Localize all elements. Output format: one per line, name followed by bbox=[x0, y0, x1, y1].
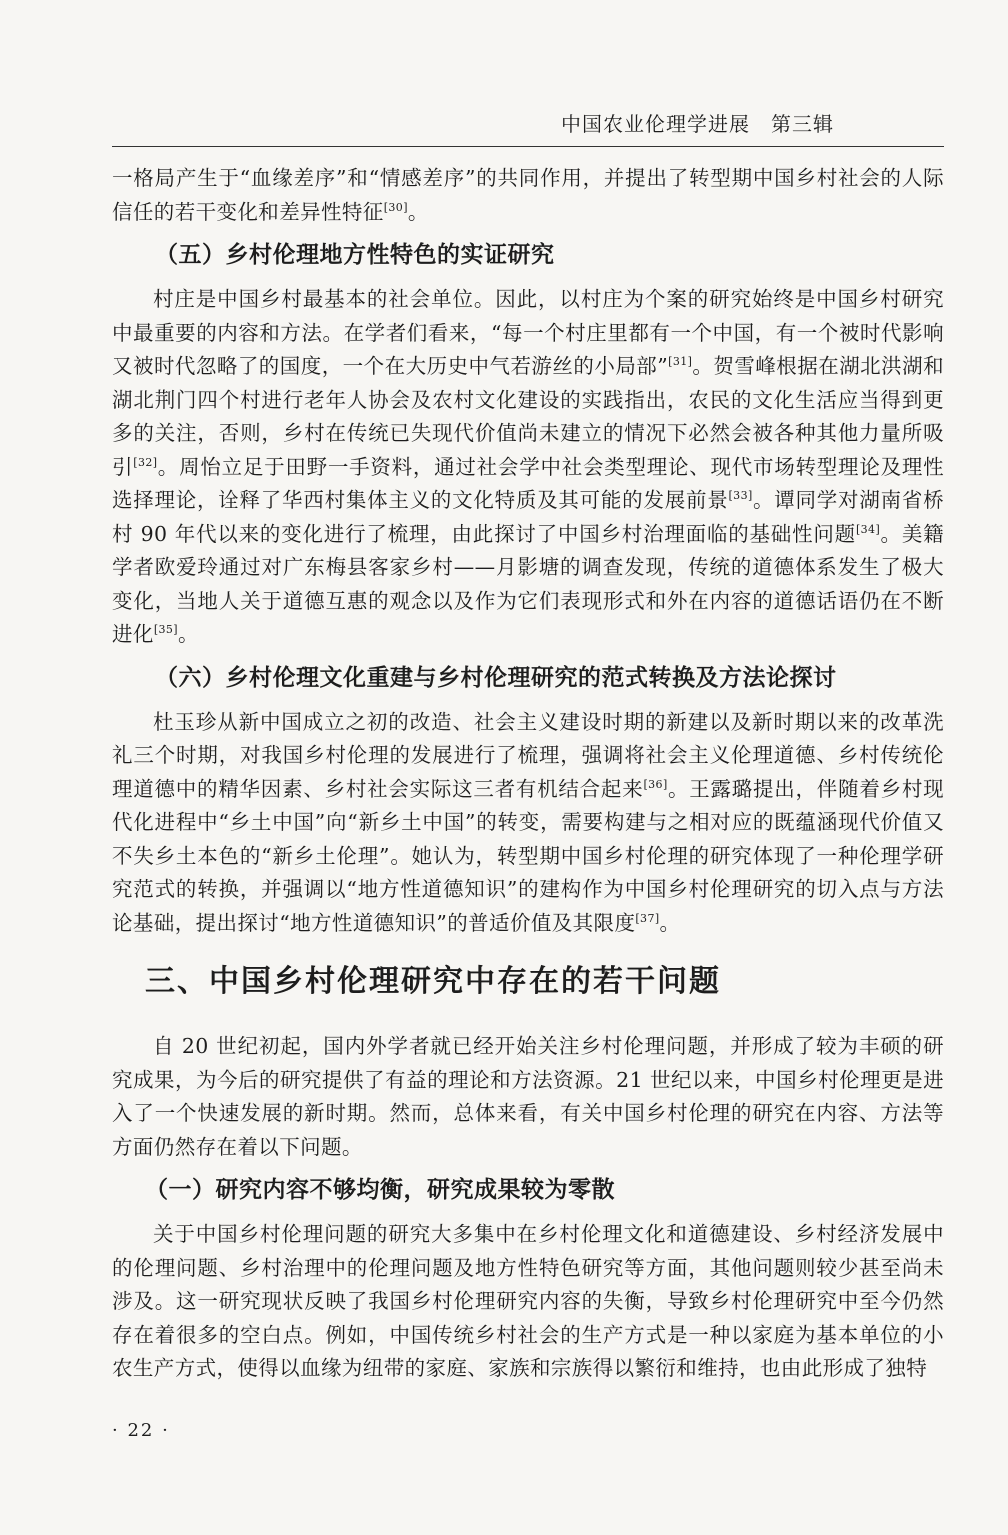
citation-34: [34] bbox=[855, 522, 881, 536]
section-heading-3: 三、中国乡村伦理研究中存在的若干问题 bbox=[145, 964, 721, 999]
subsection-heading-1: （一）研究内容不够均衡，研究成果较为零散 bbox=[145, 1177, 615, 1203]
header-rule bbox=[112, 146, 944, 147]
paragraph-paradigm: 杜玉珍从新中国成立之初的改造、社会主义建设时期的新建以及新时期以来的改革洗礼三个时期，对我国乡村伦理的发展进行了梳理，强调将社会主义伦理道德、乡村传统伦理道德中的精华因素、乡村社会实际这三者有机结合起来[36]。王露璐提出，伴随着乡村现代化进程中“乡土中国”向“新乡土中国”的转变，需要构建与之相对应的既蕴涵现代价值又不失乡土本色的“新乡土伦理”。她认为，转型期中国乡村伦理的研究体现了一种伦理学研究范式的转换，并强调以“地方性道德知识”的建构作为中国乡村伦理研究的切入点与方法论基础，提出探讨“地方性道德知识”的普适价值及其限度[37]。 bbox=[112, 709, 944, 935]
paragraph-section-intro: 自 20 世纪初起，国内外学者就已经开始关注乡村伦理问题，并形成了较为丰硕的研究成果，为今后的研究提供了有益的理论和方法资源。21 世纪以来，中国乡村伦理更是进入了一个快速发展的新时期。然而，总体来看，有关中国乡村伦理的研究在内容、方法等方面仍然存在着以下问题。 bbox=[112, 1034, 944, 1159]
citation-30: [30] bbox=[383, 200, 408, 214]
subsection-heading-6: （六）乡村伦理文化重建与乡村伦理研究的范式转换及方法论探讨 bbox=[155, 664, 837, 691]
paragraph-village-studies: 村庄是中国乡村最基本的社会单位。因此，以村庄为个案的研究始终是中国乡村研究中最重要的内容和方法。在学者们看来，“每一个村庄里都有一个中国，有一个被时代影响又被时代忽略了的国度，一个在大历史中气若游丝的小局部”[31]。贺雪峰根据在湖北洪湖和湖北荆门四个村进行老年人协会及农村文化建设的实践指出，农民的文化生活应当得到更多的关注，否则，乡村在传统已失现代价值尚未建立的情况下必然会被各种其他力量所吸引[32]。周怡立足于田野一手资料，通过社会学中社会类型理论、现代市场转型理论及理性选择理论，诠释了华西村集体主义的文化特质及其可能的发展前景[33]。谭同学对湖南省桥村 90 年代以来的变化进行了梳理，由此探讨了中国乡村治理面临的基础性问题[34]。美籍学者欧爱玲通过对广东梅县客家乡村——月影塘的调查发现，传统的道德体系发生了极大变化，当地人关于道德互惠的观念以及作为它们表现形式和外在内容的道德话语仍在不断进化[35]。 bbox=[112, 287, 945, 646]
citation-32: [32] bbox=[133, 455, 158, 469]
citation-37: [37] bbox=[635, 911, 660, 925]
paragraph-content-imbalance: 关于中国乡村伦理问题的研究大多集中在乡村伦理文化和道德建设、乡村经济发展中的伦理问题、乡村治理中的伦理问题及地方性特色研究等方面，其他问题则较少甚至尚未涉及。这一研究现状反映了我国乡村伦理研究内容的失衡，导致乡村伦理研究中至今仍然存在着很多的空白点。例如，中国传统乡村社会的生产方式是一种以家庭为基本单位的小农生产方式，使得以血缘为纽带的家庭、家族和宗族得以繁衍和维持，也由此形成了独特 bbox=[112, 1222, 944, 1380]
page-number: · 22 · bbox=[112, 1420, 170, 1441]
citation-36: [36] bbox=[643, 777, 668, 791]
body-text bbox=[112, 162, 944, 1386]
citation-31: [31] bbox=[668, 355, 693, 369]
subsection-heading-5: （五）乡村伦理地方性特色的实证研究 bbox=[155, 242, 555, 268]
paragraph-continuation: 一格局产生于“血缘差序”和“情感差序”的共同作用，并提出了转型期中国乡村社会的人际信任的若干变化和差异性特征[30]。 bbox=[112, 166, 944, 224]
running-header: 中国农业伦理学进展 第三辑 bbox=[561, 112, 834, 136]
citation-33: [33] bbox=[728, 489, 753, 503]
citation-35: [35] bbox=[153, 623, 178, 637]
